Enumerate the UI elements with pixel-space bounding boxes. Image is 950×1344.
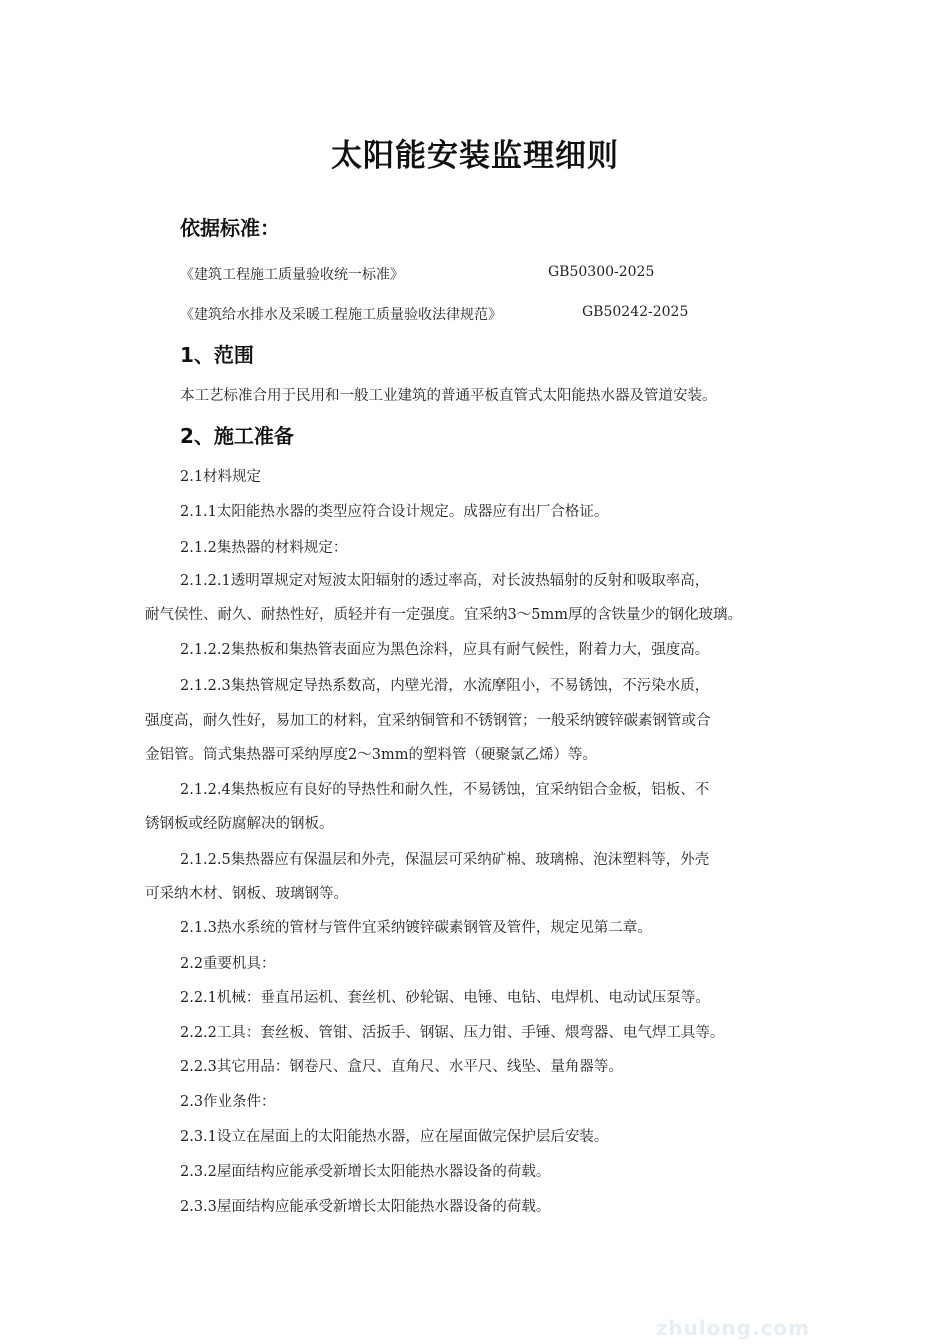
paragraph-line: 2.1.1太阳能热水器的类型应符合设计规定。成器应有出厂合格证。 xyxy=(180,504,609,520)
paragraph-line: 2.1.2.3集热管规定导热系数高，内壁光滑，水流摩阻小，不易锈蚀，不污染水质， xyxy=(180,678,710,694)
paragraph-line: 可采纳木材、钢板、玻璃钢等。 xyxy=(145,886,348,902)
document-title: 太阳能安装监理细则 xyxy=(331,138,619,174)
standard-name: 《建筑给水排水及采暖工程施工质量验收法律规范》 xyxy=(180,307,502,323)
standard-name: 《建筑工程施工质量验收统一标准》 xyxy=(180,267,404,283)
paragraph-line: 2.1.2.2集热板和集热管表面应为黑色涂料，应具有耐气候性，附着力大，强度高。 xyxy=(180,642,710,658)
paragraph-line: 2.1.2.4集热板应有良好的导热性和耐久性，不易锈蚀，宜采纳铝合金板，铝板、不 xyxy=(180,782,710,798)
paragraph-line: 金铝管。筒式集热器可采纳厚度2～3mm的塑料管（硬聚氯乙烯）等。 xyxy=(145,747,597,763)
section-heading: 2、施工准备 xyxy=(180,424,294,448)
paragraph: 本工艺标准合用于民用和一般工业建筑的普通平板直管式太阳能热水器及管道安装。 xyxy=(180,388,717,404)
paragraph-line: 强度高，耐久性好，易加工的材料，宜采纳铜管和不锈钢管；一般采纳镀锌碳素钢管或合 xyxy=(145,713,711,729)
paragraph-line: 2.2.1机械：垂直吊运机、套丝机、砂轮锯、电锤、电钻、电焊机、电动试压泵等。 xyxy=(180,990,710,1006)
paragraph-line: 2.1.2集热器的材料规定： xyxy=(180,540,348,556)
standard-line xyxy=(180,264,404,284)
section-heading: 1、范围 xyxy=(180,343,254,367)
basis-heading: 依据标准： xyxy=(180,216,280,240)
paragraph-line: 2.1材料规定 xyxy=(180,469,262,485)
paragraph-line: 2.2.3其它用品：钢卷尺、盒尺、直角尺、水平尺、线坠、量角器等。 xyxy=(180,1059,623,1075)
standard-line xyxy=(180,304,502,324)
standard-code: GB50300-2025 xyxy=(548,264,655,280)
watermark: zhulong.com xyxy=(655,1316,810,1340)
paragraph-line: 2.3作业条件： xyxy=(180,1094,276,1110)
paragraph-line: 2.2重要机具： xyxy=(180,956,276,972)
paragraph-line: 耐气侯性、耐久、耐热性好，质轻并有一定强度。宜采纳3～5mm厚的含铁量少的钢化玻璃。 xyxy=(145,607,742,623)
paragraph-line: 2.3.3屋面结构应能承受新增长太阳能热水器设备的荷载。 xyxy=(180,1199,551,1215)
paragraph-line: 2.1.3热水系统的管材与管件宜采纳镀锌碳素钢管及管件，规定见第二章。 xyxy=(180,920,652,936)
paragraph-line: 2.1.2.5集热器应有保温层和外壳，保温层可采纳矿棉、玻璃棉、泡沫塑料等，外壳 xyxy=(180,852,710,868)
paragraph-line: 2.3.2屋面结构应能承受新增长太阳能热水器设备的荷载。 xyxy=(180,1164,551,1180)
paragraph-line: 2.2.2工具：套丝板、管钳、活扳手、钢锯、压力钳、手锤、煨弯器、电气焊工具等。 xyxy=(180,1025,725,1041)
paragraph-line: 2.3.1设立在屋面上的太阳能热水器，应在屋面做完保护层后安装。 xyxy=(180,1129,609,1145)
standard-code: GB50242-2025 xyxy=(582,304,689,320)
paragraph-line: 锈钢板或经防腐解决的钢板。 xyxy=(145,816,334,832)
paragraph-line: 2.1.2.1透明罩规定对短波太阳辐射的透过率高，对长波热辐射的反射和吸取率高， xyxy=(180,573,710,589)
